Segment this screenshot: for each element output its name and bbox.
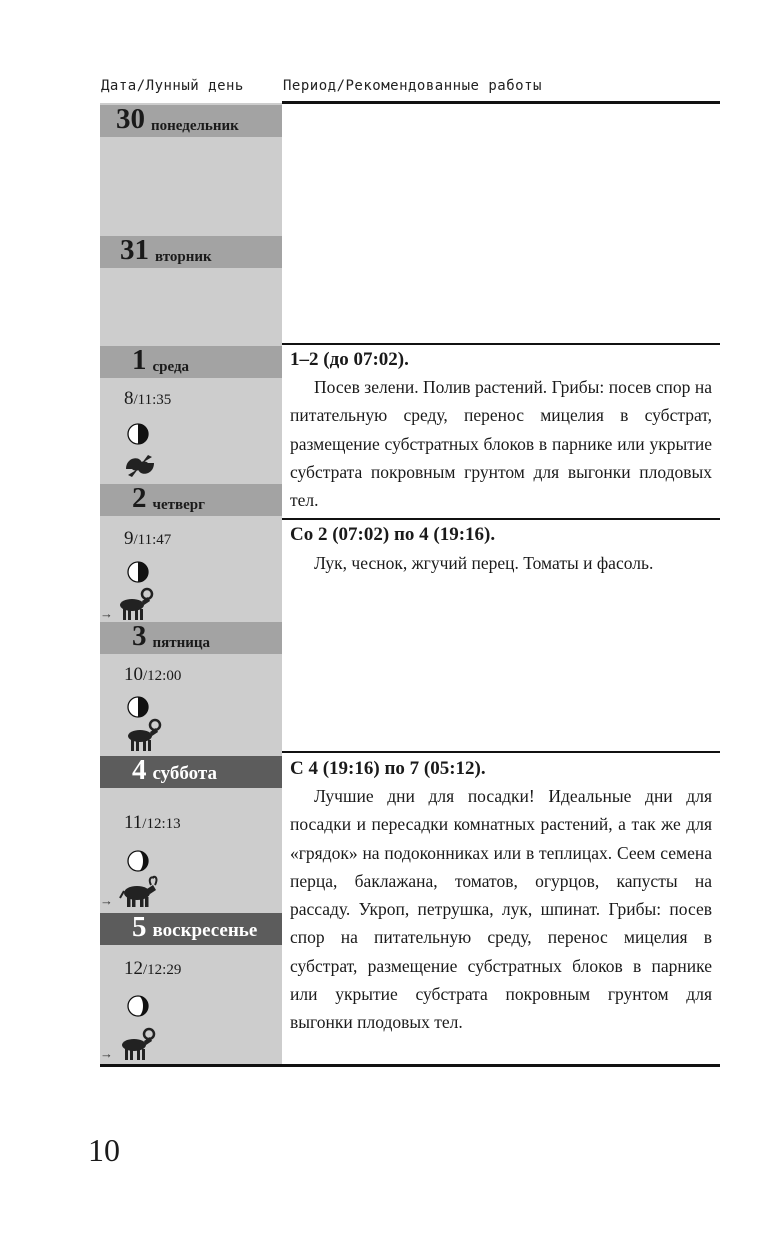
lunar-day: 10/12:00 bbox=[124, 664, 182, 685]
arrow-icon: → bbox=[100, 1046, 113, 1061]
aries-icon bbox=[122, 718, 162, 752]
column-header-date: Дата/Лунный день bbox=[101, 78, 244, 94]
header-rule bbox=[282, 101, 720, 104]
day-band-31 bbox=[100, 236, 282, 268]
period-divider-1 bbox=[282, 343, 720, 345]
period-title-3: С 4 (19:16) по 7 (05:12). bbox=[290, 758, 486, 779]
aries-icon bbox=[114, 587, 154, 621]
day-number: 30 bbox=[116, 103, 145, 135]
period-text-1: Посев зелени. Полив растений. Грибы: посев спор на питательную среду, перенос мицелия в субстрат, размещение субстратных блоков в парнике или укрытие субстрата покровным грунтом для выгонки плодовых тел. bbox=[290, 377, 712, 511]
page-number: 10 bbox=[88, 1132, 120, 1168]
period-text-3: Лучшие дни для посадки! Идеальные дни для посадки и пересадки комнатных растений, а так же для «грядок» на подоконниках или в теплицах. Сеем семена перца, баклажана, томатов, огурцов, капусты на рассаду. Укроп, петрушка, лук, шпинат. Грибы: посев спор на питательную среду, перенос мицелия в субстрат, размещение субстратных блоков в парнике или укрытие субстрата покровным грунтом для выгонки плодовых тел. bbox=[290, 786, 712, 1033]
lunar-day: 9/11:47 bbox=[124, 528, 172, 549]
aries-icon bbox=[116, 1027, 156, 1061]
day-weekday: воскресенье bbox=[152, 920, 258, 942]
period-text-2: Лук, чеснок, жгучий перец. Томаты и фасоль. bbox=[314, 553, 654, 573]
day-band-1 bbox=[100, 346, 282, 378]
day-number: 31 bbox=[120, 234, 149, 266]
moon-phase-icon bbox=[127, 696, 149, 718]
day-band-4 bbox=[100, 756, 282, 788]
day-weekday: среда bbox=[152, 358, 190, 375]
day-band-30 bbox=[100, 105, 282, 137]
moon-phase-icon bbox=[127, 850, 149, 872]
bottom-rule bbox=[100, 1064, 720, 1067]
day-band-5 bbox=[100, 913, 282, 945]
period-title-1: 1–2 (до 07:02). bbox=[290, 349, 409, 370]
day-number: 1 bbox=[132, 344, 147, 376]
day-weekday: четверг bbox=[152, 496, 205, 513]
day-number: 2 bbox=[132, 482, 147, 514]
period-divider-2 bbox=[282, 518, 720, 520]
column-header-period: Период/Рекомендованные работы bbox=[283, 78, 542, 94]
period-divider-3 bbox=[282, 751, 720, 753]
lunar-day: 8/11:35 bbox=[124, 388, 172, 409]
moon-phase-icon bbox=[127, 995, 149, 1017]
lunar-day: 11/12:13 bbox=[124, 812, 181, 833]
period-title-2: Со 2 (07:02) по 4 (19:16). bbox=[290, 524, 496, 545]
day-number: 5 bbox=[132, 911, 147, 943]
day-weekday: пятница bbox=[152, 634, 211, 651]
lunar-day: 12/12:29 bbox=[124, 958, 182, 979]
arrow-icon: → bbox=[100, 606, 113, 621]
day-weekday: суббота bbox=[152, 763, 217, 785]
day-band-2 bbox=[100, 484, 282, 516]
taurus-icon bbox=[118, 874, 160, 908]
day-number: 4 bbox=[132, 754, 147, 786]
arrow-icon: → bbox=[100, 893, 113, 908]
day-weekday: понедельник bbox=[151, 117, 239, 134]
day-band-3 bbox=[100, 622, 282, 654]
moon-phase-icon bbox=[127, 423, 149, 445]
day-number: 3 bbox=[132, 620, 147, 652]
moon-phase-icon bbox=[127, 561, 149, 583]
day-weekday: вторник bbox=[155, 248, 212, 265]
pisces-icon bbox=[122, 449, 158, 483]
